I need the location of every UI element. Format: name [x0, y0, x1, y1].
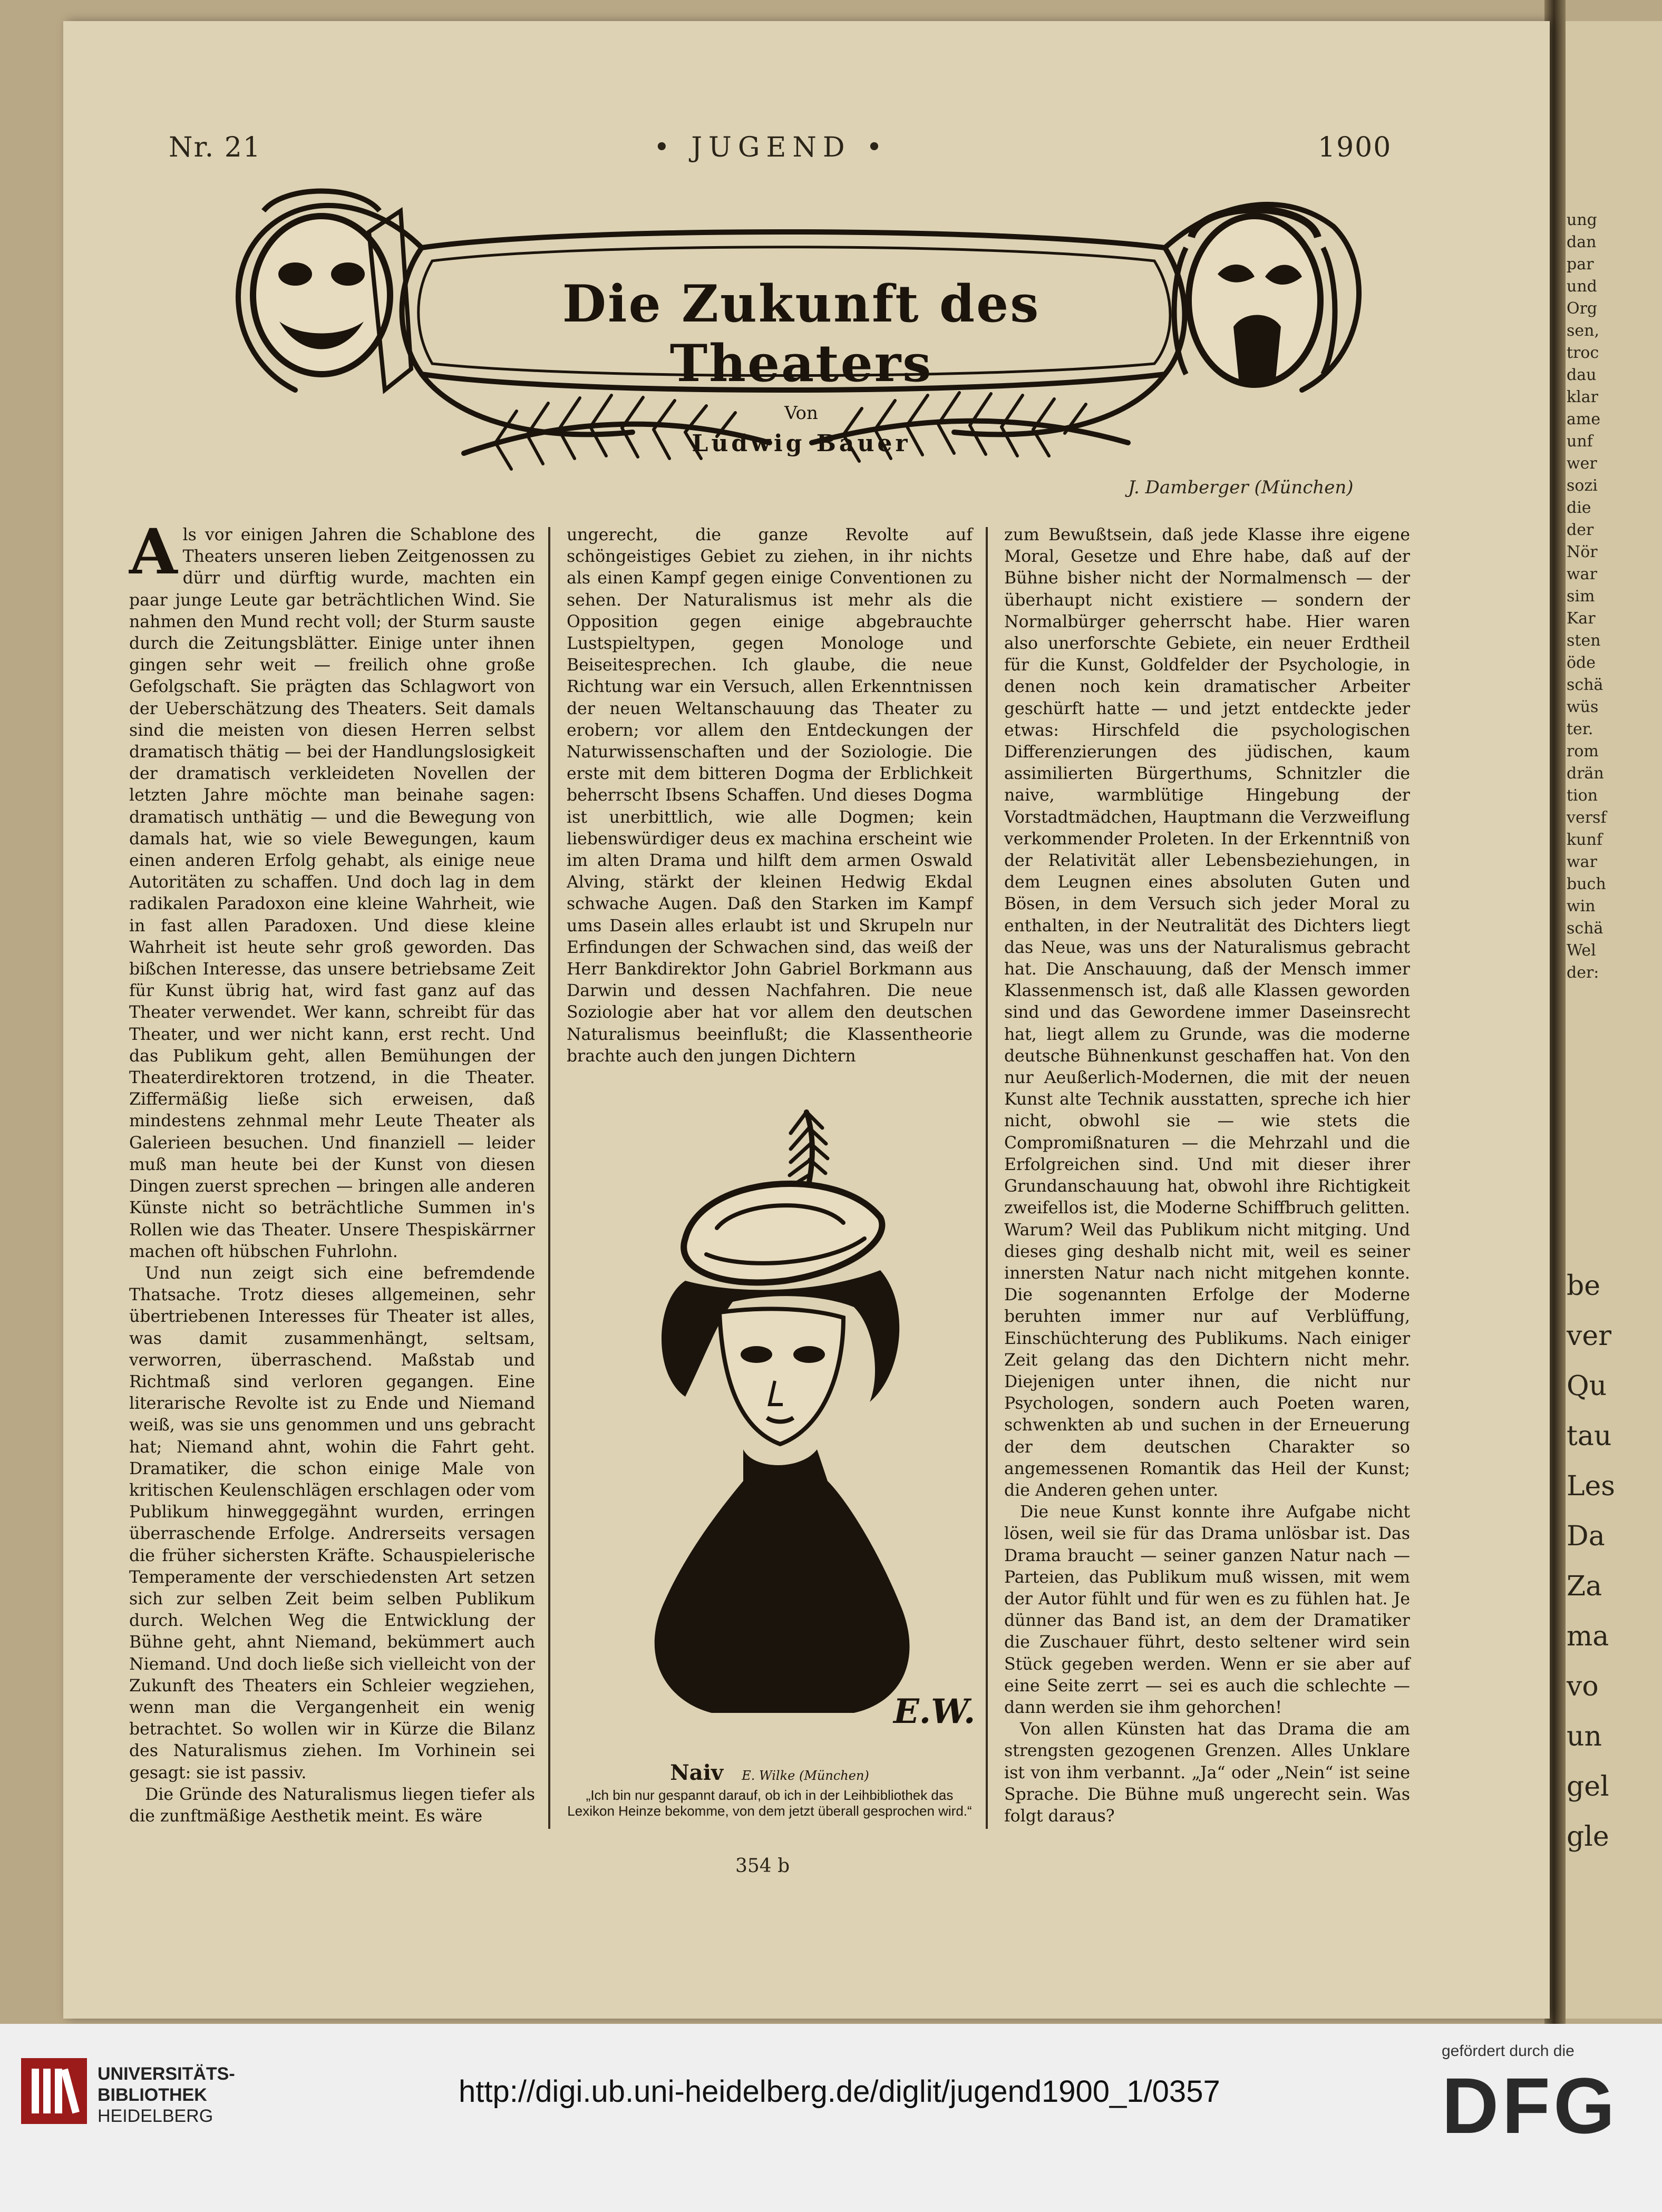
adjacent-page-fragment: schä	[1567, 919, 1603, 938]
adjacent-page-fragment: tau	[1567, 1420, 1612, 1452]
adjacent-page-fragment: gel	[1567, 1771, 1609, 1802]
column-rule	[548, 527, 550, 1829]
adjacent-page-fragment: un	[1567, 1721, 1602, 1752]
text-column-2	[567, 524, 973, 1104]
adjacent-page-fragment: drän	[1567, 764, 1604, 783]
adjacent-page-fragment: unf	[1567, 432, 1593, 451]
adjacent-page-fragment: par	[1567, 255, 1594, 274]
adjacent-page-fragment: Kar	[1567, 609, 1596, 628]
adjacent-page-fragment: win	[1567, 897, 1596, 915]
issue-number: Nr. 21	[169, 132, 261, 163]
page-number: 354 b	[735, 1855, 790, 1877]
adjacent-page-fragment: der	[1567, 521, 1594, 539]
library-line: BIBLIOTHEK	[98, 2085, 207, 2105]
tragedy-mask-icon	[1174, 210, 1335, 388]
adjacent-page-fragment: vo	[1567, 1671, 1599, 1702]
adjacent-page-fragment: dan	[1567, 233, 1597, 251]
funding-note: gefördert durch die	[1442, 2042, 1574, 2060]
adjacent-page-fragment: sim	[1567, 587, 1595, 606]
paragraph: Und nun zeigt sich eine befremdende Thatsache. Trotz dieses allgemeinen, sehr übertriebenen Interesses für Theater ist alles, was damit zusammenhängt, seltsam, verworren, überraschend. Maßstab und Richtmaß sind verloren gegangen. Eine literarische Revolte ist zu Ende und Niemand weiß, was sie uns genommen und uns gebracht hat; Niemand ahnt, wohin die Fahrt geht. Dramatiker, die schon einige Male von kritischen Keulenschlägen erschlagen oder vom Publikum hinweggegähnt wurden, erringen überraschende Erfolge. Andrerseits versagen die früher sichersten Kräfte. Schauspielerische Temperamente der verschiedensten Art setzen sich zur selben Zeit beim selben Publikum durch. Welchen Weg die Entwicklung der Bühne geht, ahnt Niemand, bekümmert auch Niemand. Und doch ließe sich vielleicht von der Zukunft des Theaters ein Schleier wegziehen, wenn man die Vergangenheit ein wenig betrachtet. So wollen wir in Kürze die Bilanz des Naturalismus ziehen. Im Vorhinein sei gesagt: sie ist passiv.	[129, 1263, 535, 1782]
paragraph: zum Bewußtsein, daß jede Klasse ihre eigene Moral, Gesetze und Ehre habe, daß auf der Bühne bisher nicht der Normalmensch — der überhaupt nicht existiere — sondern der Normalbürger geherrscht habe. Hier waren also unerforschte Gebiete, ein neuer Erdtheil für die Kunst, Goldfelder der Psychologie, in denen noch kein dramatischer Arbeiter geschürft hatte — und jetzt entdeckte jeder etwas: Hirschfeld die psychologischen Differenzierungen des jüdischen, kaum assimilierten Bürgerthums, Schnitzler die naive, warmblütige Hingebung der Vorstadtmädchen, Hauptmann die Verzweiflung verkommender Proleten. In der Erkenntniß von der Relativität aller Lebensbeziehungen, in dem Leugnen eines absoluten Guten und Bösen, in dem Versuch sich jeder Moral zu enthalten, in der Neutralität des Dichters liegt das Neue, was uns der Naturalismus gebracht hat. Die Anschauung, daß der Mensch immer Klassenmensch ist, daß alle Klassen geworden sind und das Gewordene immer Daseinsrecht hat, liegt allem zu Grunde, was die moderne deutsche Bühnenkunst geschaffen hat. Von den nur Aeußerlich-Modernen, die mit der neuen Kunst alte Technik ausstatten, spreche ich hier nicht, obwohl sie — wie stets die Compromißnaturen — die Mehrzahl und die Erfolgreichen sind. Und mit dieser ihrer Grundanschauung hat, obwohl ihre Richtigkeit zweifellos ist, die Moderne Schiffbruch gelitten. Warum? Weil das Publikum nicht mitging. Und dieses ging deshalb nicht mit, weil es seiner innersten Natur nach nicht mitgehen konnte. Die sogenannten Erfolge der Moderne beruhten immer nur auf Verblüffung, Einschüchterung des Publikums. Nach einiger Zeit gelang das den Dichtern nicht mehr. Diejenigen unter ihnen, die nicht nur Psychologen, sondern auch Poeten waren, schwenkten ab und suchen in der Erneuerung der dem deutschen Charakter so angemessenen Romantik das Heil der Kunst; die Anderen gehen unter.	[1004, 525, 1410, 1500]
library-line: HEIDELBERG	[98, 2106, 213, 2126]
adjacent-page-fragment: Les	[1567, 1470, 1615, 1502]
adjacent-page-fragment: Za	[1567, 1571, 1602, 1602]
adjacent-page	[1560, 21, 1662, 2019]
caption-credit: E. Wilke (München)	[742, 1768, 869, 1783]
paragraph: Die neue Kunst konnte ihre Aufgabe nicht lösen, weil sie für das Drama unlösbar ist. Das Drama braucht — seiner ganzen Natur nach — Parteien, das Publikum muß wissen, mit wem der Autor fühlt und für wen es zu fühlen hat. Je dünner das Band ist, an dem der Dramatiker die Zuschauer führt, desto seltener wird sein Stück gegeben werden. Wenn er sie aber auf eine Seite zerrt — sei es auch die schlechte — dann werden sie ihm gehorchen!	[1004, 1503, 1410, 1717]
adjacent-page-fragment: troc	[1567, 344, 1599, 362]
drop-cap: A	[129, 515, 178, 588]
caption-title: Naiv	[670, 1760, 724, 1785]
paragraph: Von allen Künsten hat das Drama die am strengsten gezogenen Grenzen. Alles Unklare ist von ihm verbannt. „Ja“ oder „Nein“ ist seine Sprache. Die Bühne muß ungerecht sein. Was folgt daraus?	[1004, 1720, 1410, 1826]
adjacent-page-fragment: Org	[1567, 299, 1598, 318]
adjacent-page-fragment: die	[1567, 499, 1591, 517]
adjacent-page-fragment: Da	[1567, 1521, 1605, 1552]
adjacent-page-fragment: ame	[1567, 410, 1601, 428]
paragraph	[129, 515, 535, 1263]
paragraph: ungerecht, die ganze Revolte auf schöngeistiges Gebiet zu ziehen, in ihr nichts als einen Kampf gegen einige Conventionen zu sehen. Der Naturalismus ist mehr als die Opposition gegen einige abgebrauchte Lustspieltypen, gegen Monologe und Beiseitesprechen. Ich glaube, die neue Richtung war ein Versuch, allen Erkenntnissen der neuen Weltanschauung das Theater zu erobern; vor allem den Entdeckungen der Naturwissenschaften und der Soziologie. Die erste mit dem bitteren Dogma der Erblichkeit beherrscht Ibsens Schaffen. Und dieses Dogma ist unerbittlich, wie alle Dogmen; kein liebenswürdiger deus ex machina erscheint wie im alten Drama und hilft dem armen Oswald Alving, stärkt der kleinen Hedwig Ekdal schwache Augen. Daß den Starken im Kampf ums Dasein alles erlaubt ist und Skrupeln nur Erfindungen der Schwachen sind, das weiß der Herr Bankdirektor John Gabriel Borkmann aus Darwin und dessen Nachfahren. Die neue Soziologie aber hat vor allem den deutschen Naturalismus beeinflußt; die Klassentheorie brachte auch den jungen Dichtern	[567, 525, 973, 1066]
column-rule	[986, 527, 988, 1829]
adjacent-page-fragment: Nör	[1567, 543, 1598, 561]
adjacent-page-fragment: tion	[1567, 786, 1598, 805]
adjacent-page-fragment: schä	[1567, 676, 1603, 694]
adjacent-page-fragment: der:	[1567, 963, 1599, 982]
woman-illustration	[606, 1080, 949, 1745]
dfg-logo[interactable]: DFG	[1442, 2061, 1618, 2150]
adjacent-page-fragment: sten	[1567, 631, 1601, 650]
viewer-footer	[0, 2024, 1662, 2212]
adjacent-page-fragment: be	[1567, 1270, 1601, 1302]
adjacent-page-fragment: war	[1567, 565, 1597, 583]
illustration-caption	[567, 1760, 973, 1819]
article-heading	[432, 274, 1170, 457]
adjacent-page-fragment: wüs	[1567, 698, 1599, 716]
adjacent-page-fragment: gle	[1567, 1821, 1609, 1853]
adjacent-page-fragment: Qu	[1567, 1370, 1607, 1402]
adjacent-page-fragment: buch	[1567, 875, 1606, 893]
text-column-1	[129, 515, 535, 1937]
university-library-logo-icon[interactable]	[21, 2058, 87, 2124]
adjacent-page-fragment: ver	[1567, 1320, 1612, 1352]
adjacent-page-fragment: sen,	[1567, 321, 1600, 340]
article-title: Die Zukunft des Theaters	[562, 274, 1041, 393]
adjacent-page-fragment: kunf	[1567, 831, 1602, 849]
paragraph-text: ls vor einigen Jahren die Schablone des Theaters unseren lieben Zeitgenossen zu dürr und dürftig wurde, machten ein paar junge Leute gar beträchtlichen Wind. Sie nahmen den Mund recht voll; der Sturm sauste durch die Zeitungsblätter. Einige unter ihnen gingen sehr weit — freilich ohne große Gefolgschaft. Sie prägten das Schlagwort von der Ueberschätzung des Theaters. Seit damals sind die meisten von diesen Herren selbst dramatisch thätig — bei der Handlungslosigkeit der dramatisch verkleideten Novellen der letzten Jahre möchte man beinahe sagen: dramatisch unthätig — und die Bewegung von damals hat, wie so viele Bewegungen, kaum einen anderen Erfolg gehabt, als einige neue Autoritäten zu schaffen. Und doch lag in dem radikalen Paradoxon eine kleine Wahrheit, wie in fast allen Paradoxen. Und diese kleine Wahrheit ist heute sehr groß geworden. Das bißchen Interesse, das unsere betriebsame Zeit für Kunst übrig hat, wird fast ganz auf das Theater verwendet. Wer kann, schreibt für das Theater, und wer nicht kann, erst recht. Und das Publikum geht, allen Bemühungen der Theaterdirektoren trotzend, in die Theater. Ziffermäßig ließe sich erweisen, daß mindestens zehnmal mehr Leute Theater als Galerieen besuchen. Und finanziell — leider muß man heute bei der Kunst von diesen Dingen zuerst sprechen — bringen alle anderen Künste nicht so beträchtliche Summen in's Rollen wie das Theater. Unsere Thespiskärrner machen oft hübschen Fuhrlohn.	[129, 525, 535, 1261]
library-name[interactable]	[98, 2063, 235, 2127]
magazine-title: • JUGEND •	[654, 132, 889, 163]
paragraph: Die Gründe des Naturalismus liegen tiefer als die zunftmäßige Aesthetik meint. Es wäre	[129, 1785, 535, 1826]
ornament-credit: J. Damberger (München)	[1128, 477, 1354, 498]
adjacent-page-fragment: Wel	[1567, 941, 1596, 960]
adjacent-page-fragment: und	[1567, 277, 1597, 296]
illustration-signature: E.W.	[893, 1692, 976, 1731]
adjacent-page-fragment: versf	[1567, 808, 1607, 827]
caption-text: „Ich bin nur gespannt darauf, ob ich in der Leihbibliothek das Lexikon Heinze bekomme, von dem jetzt überall gesprochen wird.“	[567, 1787, 972, 1819]
permalink[interactable]: http://digi.ub.uni-heidelberg.de/diglit/jugend1900_1/0357	[459, 2074, 1220, 2109]
adjacent-page-fragment: dau	[1567, 366, 1597, 384]
byline-von: Von	[784, 403, 818, 424]
adjacent-page-fragment: ter.	[1567, 720, 1593, 738]
adjacent-page-fragment: wer	[1567, 454, 1597, 473]
adjacent-page-fragment: rom	[1567, 742, 1599, 761]
library-line: UNIVERSITÄTS-	[98, 2064, 235, 2084]
adjacent-page-fragment: war	[1567, 853, 1597, 871]
text-column-3	[1004, 524, 1410, 1937]
adjacent-page-fragment: ma	[1567, 1621, 1609, 1652]
adjacent-page-fragment: ung	[1567, 211, 1597, 229]
adjacent-page-fragment: klar	[1567, 388, 1598, 406]
article-author: Ludwig Bauer	[692, 430, 911, 457]
adjacent-page-fragment: öde	[1567, 654, 1596, 672]
issue-year: 1900	[1318, 132, 1392, 163]
adjacent-page-fragment: sozi	[1567, 476, 1598, 495]
